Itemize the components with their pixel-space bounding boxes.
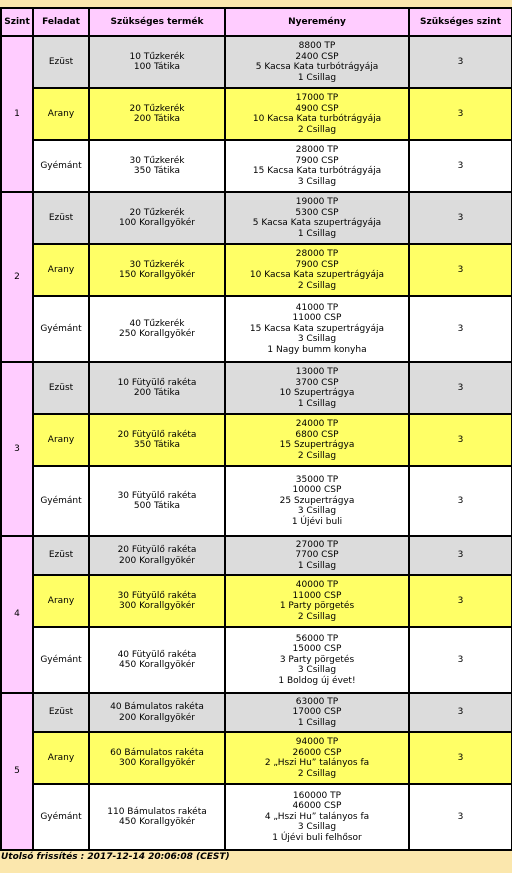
header-szukseges-szint: Szükséges szint <box>409 8 512 36</box>
reward-item: 40000 TP <box>295 580 339 590</box>
reward-item: 5 Kacsa Kata szupertrágyája <box>252 218 382 228</box>
reward-item: 11000 CSP <box>292 313 342 324</box>
required-item: 30 Fütyülő rakéta <box>117 490 197 501</box>
required-items-cell <box>89 88 225 140</box>
task-name-cell: Gyémánt <box>33 296 89 362</box>
reward-item: 4900 CSP <box>295 103 339 114</box>
required-item: 20 Fütyülő rakéta <box>117 429 197 440</box>
reward-item: 7900 CSP <box>295 259 339 270</box>
required-items-cell <box>89 466 225 536</box>
required-item: 250 Korallgyökér <box>119 329 195 339</box>
reward-item: 15 Szupertrágya <box>279 440 355 450</box>
reward-item: 15 Kacsa Kata turbótrágyája <box>252 166 382 176</box>
reward-item: 17000 TP <box>295 93 339 103</box>
required-items-cell <box>89 693 225 732</box>
required-item: 20 Fütyülő rakéta <box>117 545 197 555</box>
required-level-cell: 3 <box>409 192 512 244</box>
rewards-cell <box>225 466 409 536</box>
header-nyeremeny: Nyeremény <box>225 8 409 36</box>
reward-item: 25 Szupertrágya <box>279 495 355 506</box>
rewards-cell <box>225 536 409 575</box>
reward-item: 3 Csillag <box>297 334 337 345</box>
required-level-cell: 3 <box>409 693 512 732</box>
required-items-cell <box>89 575 225 627</box>
reward-item: 15000 CSP <box>292 644 342 655</box>
required-level-cell: 3 <box>409 36 512 88</box>
required-items-cell <box>89 362 225 414</box>
required-item: 60 Bámulatos rakéta <box>110 747 204 758</box>
table-row <box>1 362 512 414</box>
reward-item: 10 Kacsa Kata szupertrágyája <box>249 270 385 280</box>
table-row <box>1 296 512 362</box>
required-level-cell: 3 <box>409 88 512 140</box>
required-item: 300 Korallgyökér <box>119 758 195 768</box>
header-szukseges-termek: Szükséges termék <box>89 8 225 36</box>
required-item: 200 Korallgyökér <box>119 712 195 723</box>
level-cell: 2 <box>1 192 33 362</box>
reward-item: 28000 TP <box>295 249 339 259</box>
table-row <box>1 732 512 784</box>
task-name-cell: Arany <box>33 88 89 140</box>
reward-item: 1 Csillag <box>297 560 337 571</box>
required-item: 300 Korallgyökér <box>119 601 195 611</box>
required-level-cell: 3 <box>409 244 512 296</box>
required-items-cell <box>89 36 225 88</box>
task-name-cell: Ezüst <box>33 693 89 732</box>
reward-item: 10 Kacsa Kata turbótrágyája <box>252 114 382 124</box>
task-name-cell: Gyémánt <box>33 627 89 693</box>
reward-item: 1 Újévi buli <box>291 516 343 527</box>
reward-item: 46000 CSP <box>292 801 342 812</box>
required-items-cell <box>89 784 225 850</box>
table-row <box>1 414 512 466</box>
table-row <box>1 575 512 627</box>
reward-item: 3 Csillag <box>297 665 337 676</box>
required-item: 450 Korallgyökér <box>119 660 195 670</box>
task-name-cell: Ezüst <box>33 36 89 88</box>
rewards-cell <box>225 575 409 627</box>
reward-item: 1 Csillag <box>297 717 337 728</box>
reward-item: 10 Szupertrágya <box>279 388 355 398</box>
header-feladat: Feladat <box>33 8 89 36</box>
required-item: 100 Tátika <box>133 62 181 72</box>
table-row <box>1 627 512 693</box>
required-item: 200 Tátika <box>133 388 181 398</box>
reward-item: 15 Kacsa Kata szupertrágyája <box>249 323 385 334</box>
reward-item: 13000 TP <box>295 367 339 377</box>
reward-item: 1 Csillag <box>297 398 337 409</box>
reward-item: 63000 TP <box>295 696 339 707</box>
rewards-cell <box>225 244 409 296</box>
required-items-cell <box>89 536 225 575</box>
required-item: 40 Fütyülő rakéta <box>117 649 197 660</box>
required-level-cell: 3 <box>409 296 512 362</box>
table-row <box>1 244 512 296</box>
task-name-cell: Ezüst <box>33 192 89 244</box>
required-level-cell: 3 <box>409 732 512 784</box>
reward-item: 1 Party pörgetés <box>279 601 355 611</box>
task-name-cell: Gyémánt <box>33 140 89 192</box>
required-level-cell: 3 <box>409 784 512 850</box>
reward-item: 1 Nagy bumm konyha <box>267 344 367 355</box>
rewards-cell <box>225 784 409 850</box>
task-name-cell: Gyémánt <box>33 466 89 536</box>
reward-item: 1 Boldog új évet! <box>278 675 356 686</box>
required-item: 40 Bámulatos rakéta <box>110 702 204 712</box>
table-row <box>1 36 512 88</box>
required-level-cell: 3 <box>409 140 512 192</box>
required-item: 500 Tátika <box>133 501 181 511</box>
required-items-cell <box>89 244 225 296</box>
required-items-cell <box>89 296 225 362</box>
rewards-cell <box>225 192 409 244</box>
task-name-cell: Ezüst <box>33 536 89 575</box>
required-item: 200 Tátika <box>133 114 181 124</box>
rewards-cell <box>225 627 409 693</box>
table-row <box>1 536 512 575</box>
task-name-cell: Arany <box>33 575 89 627</box>
required-item: 20 Tűzkerék <box>129 103 185 114</box>
reward-item: 3 Csillag <box>297 506 337 517</box>
required-item: 30 Fütyülő rakéta <box>117 590 197 601</box>
reward-item: 2 Csillag <box>297 768 337 779</box>
header-row <box>1 8 512 36</box>
level-cell: 1 <box>1 36 33 192</box>
table-row <box>1 693 512 732</box>
reward-item: 10000 CSP <box>292 485 342 496</box>
reward-item: 2400 CSP <box>295 51 339 62</box>
rewards-cell <box>225 732 409 784</box>
required-level-cell: 3 <box>409 536 512 575</box>
level-cell: 4 <box>1 536 33 693</box>
reward-item: 2 Csillag <box>297 280 337 291</box>
rewards-cell <box>225 88 409 140</box>
table-row <box>1 88 512 140</box>
last-updated: Utolsó frissítés : 2017-12-14 20:06:08 (CEST) <box>1 852 230 862</box>
level-table <box>0 7 512 851</box>
task-name-cell: Gyémánt <box>33 784 89 850</box>
reward-item: 27000 TP <box>295 539 339 550</box>
required-item: 350 Tátika <box>133 440 181 450</box>
reward-item: 3 Csillag <box>297 822 337 833</box>
table-row <box>1 140 512 192</box>
reward-item: 160000 TP <box>292 790 342 801</box>
reward-item: 2 Csillag <box>297 611 337 622</box>
task-name-cell: Ezüst <box>33 362 89 414</box>
required-items-cell <box>89 192 225 244</box>
required-item: 350 Tátika <box>133 166 181 176</box>
reward-item: 7900 CSP <box>295 155 339 166</box>
required-item: 150 Korallgyökér <box>119 270 195 280</box>
required-item: 450 Korallgyökér <box>119 817 195 827</box>
reward-item: 35000 TP <box>295 474 339 485</box>
task-name-cell: Arany <box>33 732 89 784</box>
required-level-cell: 3 <box>409 414 512 466</box>
rewards-cell <box>225 362 409 414</box>
reward-item: 3 Party pörgetés <box>279 654 355 665</box>
table-row <box>1 784 512 850</box>
reward-item: 1 Csillag <box>297 228 337 239</box>
required-level-cell: 3 <box>409 466 512 536</box>
reward-item: 28000 TP <box>295 145 339 155</box>
reward-item: 3 Csillag <box>297 176 337 187</box>
required-level-cell: 3 <box>409 575 512 627</box>
required-items-cell <box>89 627 225 693</box>
reward-item: 2 Csillag <box>297 124 337 135</box>
required-item: 40 Tűzkerék <box>129 318 185 329</box>
required-level-cell: 3 <box>409 627 512 693</box>
rewards-cell <box>225 296 409 362</box>
level-cell: 5 <box>1 693 33 850</box>
reward-item: 56000 TP <box>295 633 339 644</box>
required-items-cell <box>89 414 225 466</box>
required-item: 110 Bámulatos rakéta <box>107 806 207 817</box>
task-name-cell: Arany <box>33 244 89 296</box>
reward-item: 1 Csillag <box>297 72 337 83</box>
task-name-cell: Arany <box>33 414 89 466</box>
reward-item: 24000 TP <box>295 419 339 429</box>
rewards-cell <box>225 414 409 466</box>
reward-item: 26000 CSP <box>292 747 342 758</box>
reward-item: 19000 TP <box>295 197 339 207</box>
reward-item: 1 Újévi buli felhősor <box>272 832 362 843</box>
required-item: 10 Tűzkerék <box>129 51 185 62</box>
required-item: 20 Tűzkerék <box>129 207 185 218</box>
required-level-cell: 3 <box>409 362 512 414</box>
reward-item: 11000 CSP <box>292 590 342 601</box>
reward-item: 2 „Hszi Hu” talányos fa <box>264 758 370 768</box>
rewards-cell <box>225 140 409 192</box>
required-item: 30 Tűzkerék <box>129 155 185 166</box>
reward-item: 4 „Hszi Hu” talányos fa <box>264 811 370 822</box>
reward-item: 5300 CSP <box>295 207 339 218</box>
reward-item: 5 Kacsa Kata turbótrágyája <box>255 62 379 72</box>
required-item: 30 Tűzkerék <box>129 259 185 270</box>
required-items-cell <box>89 732 225 784</box>
reward-item: 3700 CSP <box>295 377 339 388</box>
table-row <box>1 192 512 244</box>
required-item: 100 Korallgyökér <box>119 218 195 228</box>
reward-item: 7700 CSP <box>295 550 339 561</box>
required-items-cell <box>89 140 225 192</box>
reward-item: 94000 TP <box>295 737 339 747</box>
reward-item: 6800 CSP <box>295 429 339 440</box>
required-item: 200 Korallgyökér <box>119 555 195 566</box>
reward-item: 41000 TP <box>295 302 339 313</box>
level-cell: 3 <box>1 362 33 536</box>
table-body <box>1 36 512 850</box>
header-szint: Szint <box>1 8 33 36</box>
reward-item: 17000 CSP <box>292 707 342 718</box>
reward-item: 2 Csillag <box>297 450 337 461</box>
rewards-cell <box>225 36 409 88</box>
required-item: 10 Fütyülő rakéta <box>117 377 197 388</box>
reward-item: 8800 TP <box>298 41 336 51</box>
rewards-cell <box>225 693 409 732</box>
table-row <box>1 466 512 536</box>
